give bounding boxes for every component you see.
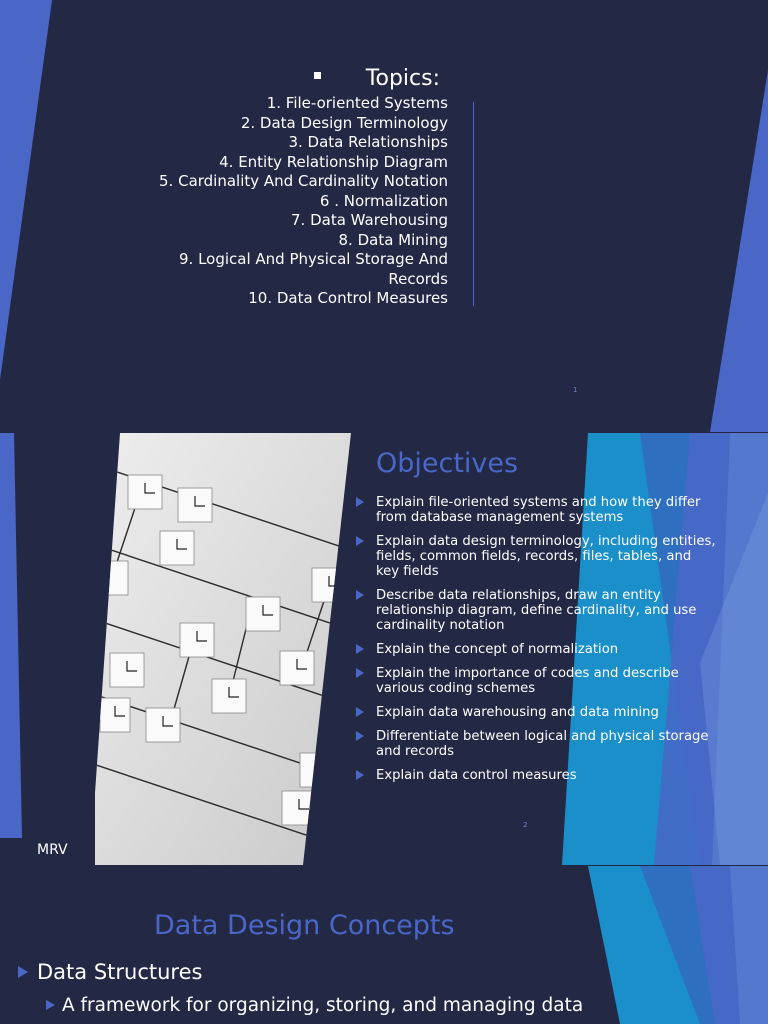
bullet-triangle-icon (18, 966, 28, 978)
topic-item: 4. Entity Relationship Diagram (219, 152, 448, 171)
page-number: 2 (523, 821, 528, 829)
vertical-divider (473, 102, 474, 306)
bullet-triangle-icon (356, 497, 364, 507)
left-accent-band (0, 0, 60, 432)
bullet-triangle-icon (356, 536, 364, 546)
topic-item: 10. Data Control Measures (248, 289, 448, 307)
slide-data-design-concepts (0, 866, 768, 1024)
topics-list (120, 94, 448, 309)
bullet-triangle-icon (356, 770, 364, 780)
objective-item: Explain file-oriented systems and how they differ from database management systems (356, 495, 718, 525)
objective-item: Explain data warehousing and data mining (356, 705, 718, 720)
bullet-triangle-icon (356, 707, 364, 717)
right-accent-band (698, 0, 768, 432)
topic-item: 1. File-oriented Systems (266, 94, 448, 112)
topic-item: 3. Data Relationships (288, 133, 448, 151)
objective-item: Differentiate between logical and physical storage and records (356, 729, 718, 759)
objective-item: Explain the importance of codes and describe various coding schemes (356, 666, 718, 696)
bullet-triangle-icon (356, 668, 364, 678)
page-number: 1 (573, 386, 578, 394)
slide-topics (0, 0, 768, 432)
objective-item: Explain data control measures (356, 768, 718, 783)
network-cubes-photo (0, 433, 360, 865)
slide-title: Data Design Concepts (154, 910, 455, 941)
bullet-level-2: A framework for organizing, storing, and managing data (46, 995, 583, 1016)
bullet-triangle-icon (46, 1000, 55, 1010)
objective-item: Explain the concept of normalization (356, 642, 718, 657)
objective-item: Explain data design terminology, including entities, fields, common fields, records, files, tables, and key fields (356, 534, 718, 579)
topic-item: 9. Logical And Physical Storage And (178, 250, 448, 268)
topic-item: 7. Data Warehousing (291, 211, 448, 229)
bullet-triangle-icon (356, 590, 364, 600)
bullet-level-1: Data Structures (18, 960, 202, 984)
slide-title: Objectives (376, 448, 519, 479)
topic-item: 2. Data Design Terminology (240, 113, 448, 132)
bullet-triangle-icon (356, 644, 364, 654)
footer-label: MRV (37, 842, 68, 858)
objectives-list (356, 495, 718, 792)
topics-heading: Topics: (365, 66, 440, 91)
topic-item: 8. Data Mining (338, 230, 448, 249)
topic-item: Records (388, 269, 448, 288)
topic-item: 5. Cardinality And Cardinality Notation (159, 172, 448, 190)
topic-item: 6 . Normalization (319, 191, 448, 210)
objective-item: Describe data relationships, draw an entity relationship diagram, define cardinality, and use cardinality notation (356, 588, 718, 633)
bullet-triangle-icon (356, 731, 364, 741)
slide-objectives (0, 433, 768, 865)
